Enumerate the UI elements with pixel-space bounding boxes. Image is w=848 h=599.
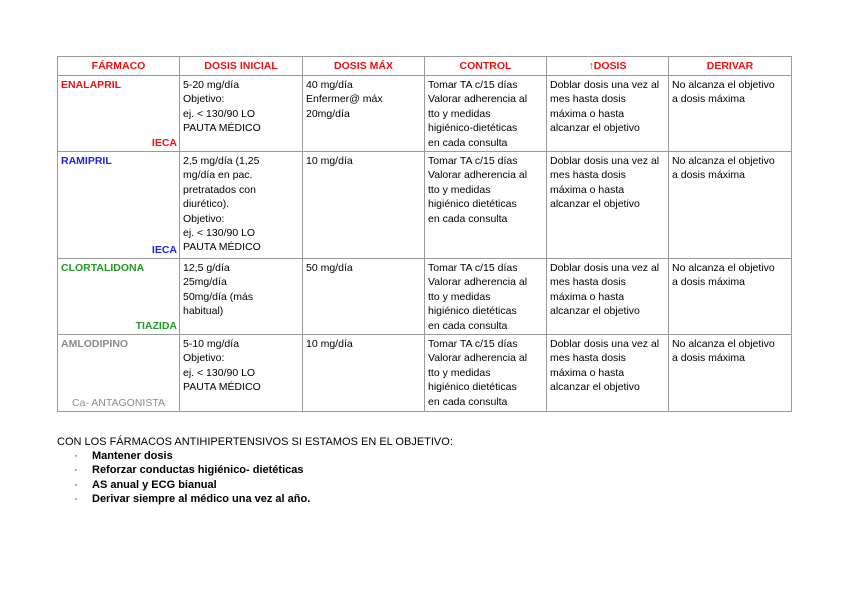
cell-line: PAUTA MÉDICO [183,122,261,135]
cell-line: a dosis máxima [672,352,745,365]
cell-line: Valorar adherencia al [428,276,528,289]
cell-derivar [669,76,792,152]
cell-line: 50 mg/día [306,262,353,275]
cell-aumentar-dosis [547,76,669,152]
cell-line: mes hasta dosis [550,352,626,365]
notes-section [57,435,453,506]
cell-line: 12,5 g/día [183,262,230,275]
cell-line: higiénico dietéticas [428,305,517,318]
cell-line: No alcanza el objetivo [672,155,775,168]
cell-line: tto y medidas [428,366,491,379]
cell-line: en cada consulta [428,319,508,332]
cell-line: 10 mg/día [306,338,353,351]
bullet-icon: · [74,492,78,505]
cell-line: 25mg/día [183,276,227,289]
antihypertensive-table [57,56,792,412]
bullet-icon: · [74,450,78,463]
cell-dosis-inicial [180,76,303,152]
cell-line: ej. < 130/90 LO [183,107,256,120]
cell-line: habitual) [183,305,224,318]
note-text: Reforzar conductas higiénico- dietéticas [92,464,304,477]
cell-line: máxima o hasta [550,183,625,196]
cell-dosis-inicial [180,259,303,335]
cell-line: PAUTA MÉDICO [183,241,261,254]
header-farmaco: FÁRMACO [58,57,180,76]
header-dosis-max: DOSIS MÁX [303,57,425,76]
cell-line: tto y medidas [428,290,491,303]
table-row [58,259,792,335]
cell-line: mes hasta dosis [550,169,626,182]
cell-line: mes hasta dosis [550,276,626,289]
cell-line: alcanzar el objetivo [550,122,640,135]
cell-line: a dosis máxima [672,276,745,289]
note-text: AS anual y ECG bianual [92,478,217,491]
cell-line: 5-10 mg/día [183,338,240,351]
cell-line: Doblar dosis una vez al [550,262,660,275]
cell-line: mes hasta dosis [550,93,626,106]
list-item [57,463,453,477]
cell-line: higiénico dietéticas [428,381,517,394]
cell-dosis-max [303,152,425,259]
cell-line: 50mg/día (más [183,290,254,303]
cell-drug [58,152,180,259]
cell-line: diurético). [183,198,230,211]
drug-name: CLORTALIDONA [61,262,145,275]
drug-class: IECA [151,136,177,149]
cell-drug [58,335,180,412]
list-item [57,492,453,506]
cell-line: Tomar TA c/15 días [428,155,518,168]
cell-dosis-inicial [180,335,303,412]
cell-line: higiénico dietéticas [428,198,517,211]
note-text: Derivar siempre al médico una vez al año. [92,492,311,505]
cell-line: máxima o hasta [550,107,625,120]
cell-control [425,152,547,259]
cell-line: Doblar dosis una vez al [550,155,660,168]
cell-line: máxima o hasta [550,366,625,379]
cell-line: Objetivo: [183,93,225,106]
cell-line: tto y medidas [428,183,491,196]
drug-class: IECA [151,243,177,256]
cell-drug [58,76,180,152]
cell-dosis-max [303,259,425,335]
cell-line: máxima o hasta [550,290,625,303]
cell-line: Tomar TA c/15 días [428,338,518,351]
cell-line: a dosis máxima [672,93,745,106]
cell-line: No alcanza el objetivo [672,262,775,275]
cell-line: 10 mg/día [306,155,353,168]
cell-line: ej. < 130/90 LO [183,227,256,240]
cell-line: Doblar dosis una vez al [550,79,660,91]
cell-line: 2,5 mg/día (1,25 [183,155,260,168]
cell-line: pretratados con [183,183,256,196]
cell-aumentar-dosis [547,152,669,259]
cell-line: 40 mg/día [306,79,353,91]
header-dosis-inicial: DOSIS INICIAL [180,57,303,76]
cell-line: alcanzar el objetivo [550,381,640,394]
cell-line: No alcanza el objetivo [672,79,775,91]
cell-line: Objetivo: [183,352,225,365]
cell-control [425,76,547,152]
cell-line: Valorar adherencia al [428,93,528,106]
cell-line: Tomar TA c/15 días [428,262,518,275]
cell-line: en cada consulta [428,395,508,408]
cell-control [425,335,547,412]
notes-list [57,449,453,506]
cell-line: tto y medidas [428,107,491,120]
cell-line: 5-20 mg/día [183,79,240,91]
cell-line: Tomar TA c/15 días [428,79,518,91]
cell-line: PAUTA MÉDICO [183,381,261,394]
cell-line: 20mg/día [306,107,350,120]
table-row [58,76,792,152]
cell-line: ej. < 130/90 LO [183,366,256,379]
list-item [57,478,453,492]
table-row [58,152,792,259]
cell-line: en cada consulta [428,212,508,225]
cell-dosis-max [303,335,425,412]
table-row [58,335,792,412]
cell-aumentar-dosis [547,335,669,412]
table-header-row [58,57,792,76]
cell-drug [58,259,180,335]
drug-class: Ca- ANTAGONISTA [72,396,165,409]
cell-control [425,259,547,335]
cell-line: higiénico-dietéticas [428,122,518,135]
cell-derivar [669,259,792,335]
cell-line: No alcanza el objetivo [672,338,775,351]
drug-class: TIAZIDA [135,319,177,332]
drug-name: AMLODIPINO [61,338,129,351]
note-text: Mantener dosis [92,450,173,463]
cell-line: Objetivo: [183,212,225,225]
cell-line: en cada consulta [428,136,508,149]
bullet-icon: · [74,464,78,477]
notes-title: CON LOS FÁRMACOS ANTIHIPERTENSIVOS SI ESTAMOS EN EL OBJETIVO: [57,436,453,448]
drug-name: ENALAPRIL [61,79,122,91]
cell-aumentar-dosis [547,259,669,335]
cell-line: a dosis máxima [672,169,745,182]
cell-line: alcanzar el objetivo [550,198,640,211]
bullet-icon: · [74,478,78,491]
cell-line: Enfermer@ máx [306,93,383,106]
header-control: CONTROL [425,57,547,76]
cell-line: Valorar adherencia al [428,169,528,182]
header-aumentar-dosis: ↑DOSIS [547,57,669,76]
header-derivar: DERIVAR [669,57,792,76]
drug-name: RAMIPRIL [61,155,112,168]
cell-dosis-max [303,76,425,152]
cell-derivar [669,335,792,412]
cell-line: mg/día en pac. [183,169,253,182]
cell-line: Valorar adherencia al [428,352,528,365]
list-item [57,449,453,463]
cell-dosis-inicial [180,152,303,259]
cell-derivar [669,152,792,259]
cell-line: Doblar dosis una vez al [550,338,660,351]
cell-line: alcanzar el objetivo [550,305,640,318]
